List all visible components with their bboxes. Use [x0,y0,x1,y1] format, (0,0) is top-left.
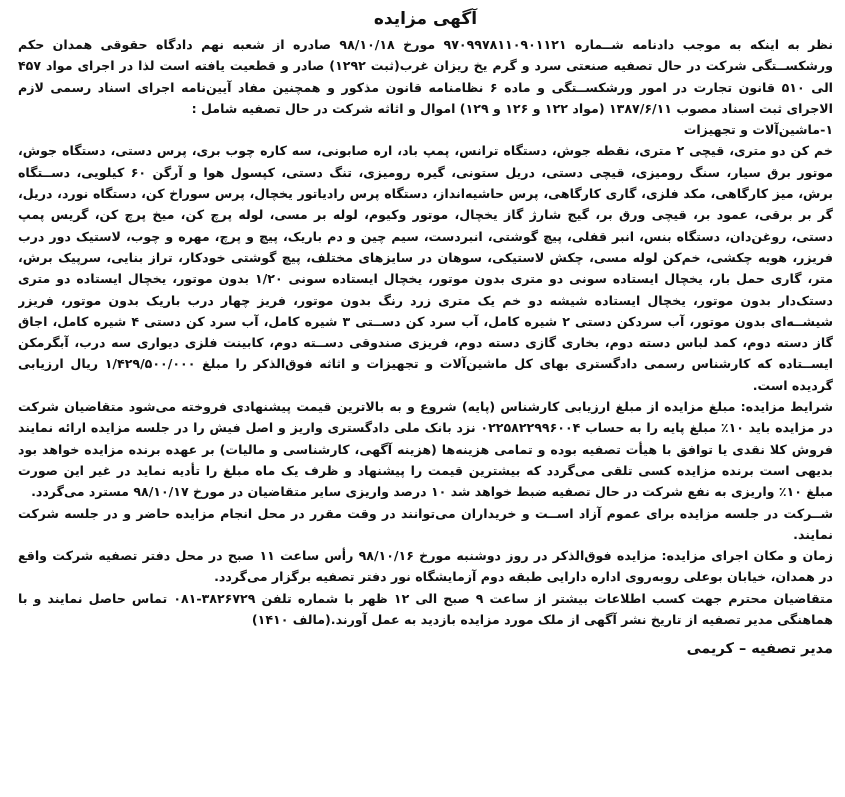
notice-intro: نظر به اینکه به موجب دادنامه شــماره ۹۷۰۹۹۷۸۱۱۰۹۰۱۱۲۱ مورخ ۹۸/۱۰/۱۸ صادره از شعبه نهم دادگاه حقوقی همدان حکم ورشکســتگی شرکت در حال تصفیه صنعتی سرد و گرم یخ ریزان غرب(ثبت ۱۲۹۲) صادر و قطعیت یافته است لذا در اجرای مواد ۴۵۷ الی ۵۱۰ قانون تجارت در امور ورشکســتگی و ماده ۶ نظامنامه قانون مذکور و همچنین مفاد آیین‌نامه اجرای اسناد رسمی لازم الاجرای ثبت اسناد مصوب ۱۳۸۷/۶/۱۱ (مواد ۱۲۲ و ۱۲۶ و ۱۲۹) اموال و اثاثه شرکت در حال تصفیه شامل : [18,37,833,116]
time-and-place: زمان و مکان اجرای مزایده: مزایده فوق‌الذکر در روز دوشنبه مورخ ۹۸/۱۰/۱۶ رأس ساعت ۱۱ صبح در محل دفتر تصفیه شرکت واقع در همدان، خیابان بوعلی روبه‌روی اداره دارایی طبقه دوم آزمایشگاه نور دفتر تصفیه برگزار می‌گردد. [18,548,833,585]
participation-note: شــرکت در جلسه مزایده برای عموم آزاد اســت و خریداران می‌توانند در وقت مقرر در محل انجام مزایده حاضر و در جلسه شرکت نمایند. [18,505,833,542]
auction-notice [18,6,833,792]
equipment-section-heading: ۱-ماشین‌آلات و تجهیزات [683,122,833,138]
signature: مدیر تصفیه – کریمی [686,641,833,658]
auction-conditions: شرایط مزایده: مبلغ مزایده از مبلغ ارزیابی کارشناس (پایه) شروع و به بالاترین قیمت پیشنهادی فروخته می‌شود متقاضیان شرکت در مزایده باید ۱۰٪ مبلغ پایه را به حساب ۰۲۲۵۸۲۲۹۹۶۰۰۴ نزد بانک ملی دادگستری واریز و اصل فیش را در جلسه مزایده ارائه نمایند فروش کلا نقدی یا توافق با هیأت تصفیه بوده و تمامی هزینه‌ها (هزینه آگهی، کارشناسی و مالیات) بر عهده برنده مزایده خواهد بود بدیهی است برنده مزایده کسی تلقی می‌گردد که بیشترین قیمت را پیشنهاد و ظرف یک ماه مبلغ را تأدیه نماید در غیر این صورت مبلغ ۱۰٪ واریزی به نفع شرکت در حال تصفیه ضبط خواهد شد ۱۰ درصد واریزی سایر متقاضیان در مورخ ۹۸/۱۰/۱۷ مسترد می‌گردد. [18,399,833,500]
contact-info: متقاضیان محترم جهت کسب اطلاعات بیشتر از ساعت ۹ صبح الی ۱۲ ظهر با شماره تلفن ۳۸۲۶۷۲۹-۰۸۱ تماس حاصل نمایند و با هماهنگی مدیر تصفیه از تاریخ نشر آگهی از ملک مورد مزایده بازدید به عمل آورند.(مالف ۱۴۱۰) [18,590,833,628]
notice-title: آگهی مزایده [373,9,478,29]
equipment-list: خم کن دو متری، قیچی ۲ متری، نقطه جوش، دستگاه ترانس، پمپ باد، اره صابونی، سه کاره چوب بری، پرس دستی، دستگاه جوش، موتور برق سیار، سنگ رومیزی، قیچی دستی، دریل ستونی، گیره رومیزی، تنگ دستی، کپسول هوا و آرگن ۶۰ کیلویی، دســتگاه برش، میز کارگاهی، مکد فلزی، گاری کارگاهی، پرس حاشیه‌انداز، دستگاه پرس رادیاتور یخچال، پرس سوراخ کن، دستگاه نورد، دریل، گر بر برقی، عمود بر، قیچی ورق بر، گیج شارژ گاز یخچال، موتور وکیوم، لوله بر مسی، لوله پرچ کن، میخ پرچ کن، گریس پمپ دستی، روغن‌دان، دستگاه بنس، انبر قفلی، پیچ گوشتی، انبردست، سیم چین و دم باریک، پیچ و پرچ، مهره و چوب، لاستیک دور درب فریزر، هویه چکشی، خم‌کن لوله مسی، چکش لاستیکی، سوهان در سایزهای مختلف، پیچ گوشتی خودکار، تراز بنایی، سرپیک برش، متر، گاری حمل بار، یخچال ایستاده سونی دو متری بدون موتور، یخچال ایستاده سونی ۱/۲۰ بدون موتور، یخچال ایستاده دو متری دستک‌دار بدون موتور، یخچال ایستاده شیشه دو خم یک متری زرد رنگ بدون موتور، فریز چهار درب باریک بدون موتور، فریزر شیشــه‌ای بدون موتور، آب سردکن دستی ۲ شیره کامل، آب سرد کن دســتی ۳ شیره کامل، آب سرد کن دستی ۴ شیره کامل، اجاق گاز دسته دوم، کمد لباس دسته دوم، بخاری گازی دسته دوم، فریزی صندوقی دســته دوم، کابینت فلزی دیواری سه درب، آبگرمکن ایســتاده که کارشناس رسمی دادگستری بهای کل ماشین‌آلات و تجهیزات و اثاثه فوق‌الذکر را مبلغ ۱/۴۲۹/۵۰۰/۰۰۰ ریال ارزیابی گردیده است. [18,143,833,393]
